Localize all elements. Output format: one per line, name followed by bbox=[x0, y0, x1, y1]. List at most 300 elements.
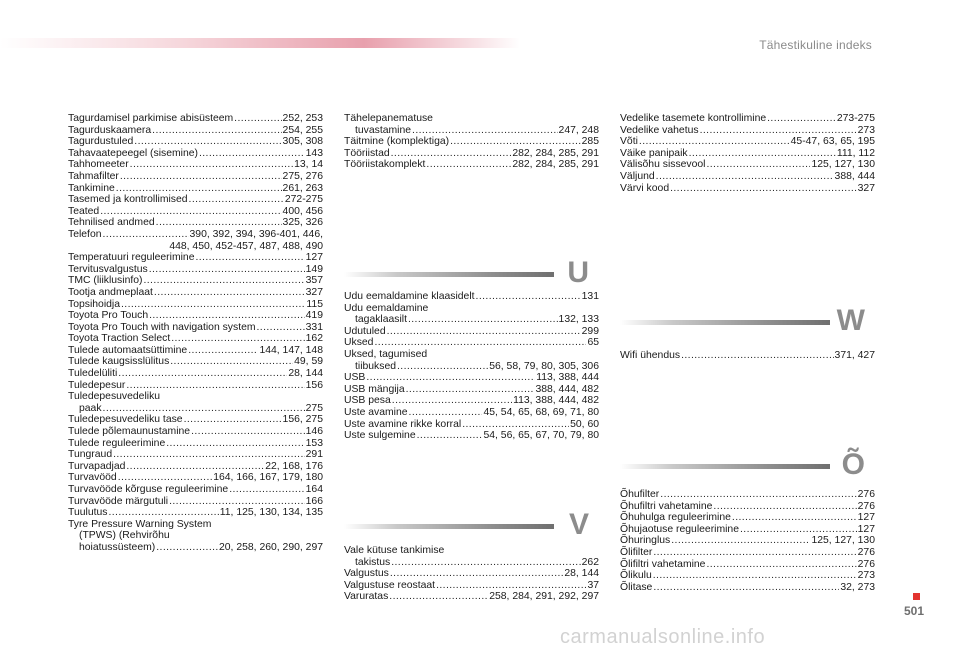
index-entry bbox=[620, 535, 875, 547]
index-term: Tuulutus bbox=[68, 507, 108, 519]
index-entry bbox=[68, 299, 323, 311]
index-entry-row bbox=[344, 361, 599, 373]
index-entry-row bbox=[620, 582, 875, 594]
page-refs: 276 bbox=[857, 558, 875, 570]
index-term: Valgustus bbox=[344, 568, 389, 580]
index-entry-row bbox=[620, 512, 875, 524]
index-term: tuvastamine bbox=[355, 124, 412, 136]
page-number: 501 bbox=[904, 604, 925, 618]
index-entry-row bbox=[620, 171, 875, 183]
page-refs: 131 bbox=[581, 291, 599, 302]
index-entry-row bbox=[68, 171, 323, 183]
index-entry-row bbox=[620, 136, 875, 148]
index-entry-lead: Uksed, tagumised bbox=[344, 348, 428, 360]
index-entry-row bbox=[68, 380, 323, 392]
index-entry-row bbox=[68, 275, 323, 287]
index-term: Tasemed ja kontrollimised bbox=[68, 194, 188, 206]
index-entry bbox=[68, 252, 323, 264]
index-entry bbox=[344, 326, 599, 338]
index-entry-row bbox=[620, 148, 875, 160]
index-entry-row bbox=[344, 291, 599, 303]
index-group-w bbox=[620, 350, 875, 362]
leader-dots bbox=[653, 547, 856, 559]
page-refs: 299 bbox=[581, 325, 599, 337]
index-term: Tuledepesuvedeliku tase bbox=[68, 414, 183, 426]
leader-dots bbox=[713, 501, 856, 513]
leader-dots bbox=[166, 438, 304, 450]
index-term: Toyota Pro Touch bbox=[68, 310, 149, 322]
index-entry-row bbox=[620, 570, 875, 582]
leader-dots bbox=[195, 252, 304, 264]
index-entry bbox=[68, 356, 323, 368]
leader-dots bbox=[391, 148, 512, 160]
index-term: Välisõhu sissevool bbox=[620, 159, 706, 171]
index-entry bbox=[620, 113, 875, 125]
leader-dots bbox=[426, 159, 511, 171]
index-entry bbox=[620, 148, 875, 160]
index-entry bbox=[68, 496, 323, 508]
index-term: Toyota Pro Touch with navigation system bbox=[68, 321, 256, 333]
index-entry-row bbox=[68, 229, 323, 241]
index-group-v bbox=[344, 545, 599, 603]
leader-dots bbox=[134, 136, 281, 148]
index-entry-row bbox=[68, 403, 323, 415]
index-entry bbox=[344, 136, 599, 148]
index-term: Tuledepesur bbox=[68, 379, 126, 391]
page-refs: 153 bbox=[305, 437, 323, 449]
index-entry bbox=[68, 449, 323, 461]
index-entry bbox=[68, 438, 323, 450]
index-entry bbox=[344, 568, 599, 580]
index-entry bbox=[344, 349, 599, 372]
index-term: USB bbox=[344, 372, 366, 384]
index-term: Turvapadjad bbox=[68, 460, 126, 472]
index-term: USB mängija bbox=[344, 383, 405, 395]
leader-dots bbox=[149, 310, 305, 322]
index-entry-row bbox=[344, 372, 599, 384]
leader-dots bbox=[706, 559, 856, 571]
page-refs: 115 bbox=[306, 298, 323, 310]
index-entry bbox=[68, 368, 323, 380]
index-term: Telefon bbox=[68, 228, 102, 240]
index-entry bbox=[620, 524, 875, 536]
page-refs: 357 bbox=[305, 275, 323, 287]
index-entry bbox=[344, 372, 599, 384]
leader-dots bbox=[706, 159, 810, 171]
leader-dots bbox=[409, 407, 483, 419]
page-refs: 50, 60 bbox=[570, 418, 599, 430]
page-refs: 261, 263 bbox=[282, 182, 323, 194]
letter-heading-u bbox=[344, 258, 599, 288]
index-entry bbox=[68, 472, 323, 484]
page-refs: 28, 144 bbox=[564, 568, 599, 580]
index-term: Tahavaatepeegel (sisemine) bbox=[68, 147, 198, 159]
page-refs: 11, 125, 130, 134, 135 bbox=[219, 507, 323, 519]
leader-dots bbox=[406, 384, 535, 396]
index-entry-row bbox=[68, 507, 323, 519]
page-refs: 113, 388, 444, 482 bbox=[513, 395, 599, 407]
index-term: Tulede põlemaunustamine bbox=[68, 426, 191, 438]
index-term: tiibuksed bbox=[355, 360, 397, 372]
page-refs: 331 bbox=[305, 321, 323, 333]
index-entry bbox=[620, 350, 875, 362]
index-entry bbox=[344, 395, 599, 407]
index-term: Õhufiltri vahetamine bbox=[620, 500, 713, 512]
index-entry bbox=[68, 148, 323, 160]
index-entry-row bbox=[344, 148, 599, 160]
index-entry-row bbox=[344, 159, 599, 171]
index-term: Väike panipaik bbox=[620, 147, 688, 159]
letter-heading-o bbox=[620, 450, 875, 480]
leader-dots bbox=[229, 484, 304, 496]
leader-dots bbox=[156, 217, 282, 229]
leader-dots bbox=[660, 489, 856, 501]
index-entry-lead: Udu eemaldamine bbox=[344, 302, 429, 314]
index-entry bbox=[620, 512, 875, 524]
index-term: Õhufilter bbox=[620, 489, 660, 500]
index-term: Õhuringlus bbox=[620, 535, 671, 547]
page-refs: 291 bbox=[305, 449, 323, 461]
index-group-t-cont bbox=[344, 113, 599, 171]
page-refs: 28, 144 bbox=[288, 368, 323, 380]
leader-dots bbox=[118, 472, 213, 484]
index-entry bbox=[344, 148, 599, 160]
leader-dots bbox=[120, 171, 282, 183]
page-refs: 49, 59 bbox=[294, 356, 323, 368]
watermark: carmanualsonline.info bbox=[560, 626, 766, 648]
page-refs: 164 bbox=[305, 484, 323, 495]
page-refs: 276 bbox=[857, 546, 875, 558]
index-entry-row bbox=[68, 368, 323, 380]
page-refs: 65 bbox=[587, 337, 599, 349]
index-entry bbox=[344, 419, 599, 431]
leader-dots bbox=[257, 322, 305, 334]
index-entry-row bbox=[68, 287, 323, 299]
leader-dots bbox=[103, 403, 305, 415]
index-entry-row bbox=[620, 159, 875, 171]
leader-dots bbox=[681, 350, 833, 362]
letter-heading-bar bbox=[620, 320, 830, 325]
page-refs: 390, 392, 394, 396-401, 446, bbox=[189, 228, 323, 240]
letter-v: V bbox=[568, 508, 589, 541]
page-refs: 32, 273 bbox=[840, 581, 875, 593]
index-entry bbox=[620, 547, 875, 559]
leader-dots bbox=[184, 414, 282, 426]
index-entry-row bbox=[344, 580, 599, 592]
leader-dots bbox=[189, 194, 284, 206]
index-entry bbox=[68, 217, 323, 229]
leader-dots bbox=[152, 125, 281, 137]
page-refs: 400, 456 bbox=[282, 205, 323, 217]
index-term: Õhuhulga reguleerimine bbox=[620, 512, 731, 524]
index-entry bbox=[620, 159, 875, 171]
leader-dots bbox=[149, 264, 305, 276]
page-refs: 143 bbox=[305, 147, 323, 159]
index-entry bbox=[68, 287, 323, 299]
index-term: Tulede kaugsisslülitus bbox=[68, 356, 170, 368]
index-entry-row bbox=[344, 430, 599, 442]
letter-heading-bar bbox=[620, 464, 830, 469]
index-entry-row bbox=[68, 449, 323, 461]
leader-dots bbox=[143, 275, 304, 287]
index-group-t bbox=[68, 113, 323, 554]
leader-dots bbox=[656, 171, 834, 183]
leader-dots bbox=[108, 507, 218, 519]
page-refs: 419 bbox=[305, 310, 323, 322]
letter-u: U bbox=[567, 256, 589, 289]
index-entry bbox=[344, 113, 599, 136]
index-entry-row bbox=[68, 217, 323, 229]
index-term: Värvi kood bbox=[620, 182, 670, 194]
leader-dots bbox=[653, 582, 839, 594]
index-entry-row bbox=[68, 159, 323, 171]
page-refs: 275, 276 bbox=[282, 170, 323, 182]
index-term: Wifi ühendus bbox=[620, 350, 681, 361]
leader-dots bbox=[732, 512, 857, 524]
index-entry-row bbox=[68, 183, 323, 195]
index-entry-row bbox=[68, 414, 323, 426]
index-entry-row bbox=[68, 438, 323, 450]
index-entry bbox=[620, 501, 875, 513]
page-refs: 132, 133 bbox=[558, 314, 599, 326]
leader-dots bbox=[234, 113, 281, 125]
index-term: Tuledelüliti bbox=[68, 368, 118, 380]
index-entry-row bbox=[68, 356, 323, 368]
index-entry bbox=[68, 507, 323, 519]
index-entry bbox=[68, 333, 323, 345]
index-entry-row bbox=[68, 148, 323, 160]
page-refs: 166 bbox=[305, 495, 323, 507]
index-entry bbox=[68, 183, 323, 195]
page-refs: 146 bbox=[305, 426, 323, 438]
index-entry-row bbox=[620, 524, 875, 536]
leader-dots bbox=[450, 136, 581, 148]
index-term: Võti bbox=[620, 136, 638, 148]
index-entry bbox=[344, 291, 599, 303]
index-entry bbox=[344, 303, 599, 326]
page-refs: 127 bbox=[305, 252, 323, 264]
index-entry-row bbox=[344, 125, 599, 137]
page-refs: 325, 326 bbox=[282, 217, 323, 229]
page-refs: 247, 248 bbox=[558, 124, 599, 136]
index-entry-row bbox=[68, 136, 323, 148]
index-term: Vedelike vahetus bbox=[620, 124, 699, 136]
page-refs: 144, 147, 148 bbox=[259, 344, 323, 356]
index-entry-row bbox=[68, 461, 323, 473]
index-entry-row bbox=[344, 407, 599, 419]
index-entry bbox=[68, 136, 323, 148]
index-term: Uste avamine rikke korral bbox=[344, 418, 462, 430]
leader-dots bbox=[417, 430, 483, 442]
leader-dots bbox=[199, 148, 305, 160]
page-refs: 45-47, 63, 65, 195 bbox=[790, 136, 875, 148]
index-entry-row bbox=[620, 489, 875, 501]
index-term: Tootja andmeplaat bbox=[68, 286, 153, 298]
index-entry-lead: Tähelepanematuse bbox=[344, 113, 433, 124]
index-term: Tulede automaatsüttimine bbox=[68, 344, 188, 356]
index-entry-row bbox=[68, 299, 323, 311]
leader-dots bbox=[116, 183, 282, 195]
index-term: Õlitase bbox=[620, 581, 653, 593]
leader-dots bbox=[191, 426, 305, 438]
leader-dots bbox=[462, 419, 569, 431]
index-entry-row bbox=[68, 194, 323, 206]
index-entry-row bbox=[68, 310, 323, 322]
leader-dots bbox=[700, 125, 857, 137]
leader-dots bbox=[156, 542, 218, 554]
page-refs: 125, 127, 130 bbox=[811, 159, 875, 171]
page-refs: 254, 255 bbox=[282, 124, 323, 136]
page-refs: 276 bbox=[857, 489, 875, 500]
index-entry bbox=[68, 391, 323, 414]
page-refs: 327 bbox=[857, 182, 875, 194]
index-group-o bbox=[620, 489, 875, 593]
page-refs: 305, 308 bbox=[282, 136, 323, 148]
index-term: Varuratas bbox=[344, 591, 389, 603]
leader-dots bbox=[740, 524, 857, 536]
index-entry bbox=[620, 559, 875, 571]
index-term: Tervitusvalgustus bbox=[68, 263, 148, 275]
index-term: Tulede reguleerimine bbox=[68, 437, 166, 449]
index-entry-row bbox=[68, 426, 323, 438]
index-term: Õlifiltri vahetamine bbox=[620, 558, 706, 570]
page-refs: 162 bbox=[305, 333, 323, 345]
page-refs: 37 bbox=[587, 579, 599, 591]
leader-dots bbox=[397, 361, 488, 373]
leader-dots bbox=[171, 333, 304, 345]
index-entry bbox=[344, 384, 599, 396]
leader-dots bbox=[169, 496, 305, 508]
index-term: Tahmafilter bbox=[68, 170, 119, 182]
index-entry bbox=[68, 345, 323, 357]
index-term: USB pesa bbox=[344, 395, 391, 407]
index-term: Turvavööde märgutuli bbox=[68, 495, 169, 507]
index-entry-row bbox=[620, 183, 875, 195]
index-entry-row bbox=[344, 384, 599, 396]
index-term: Väljund bbox=[620, 170, 655, 182]
index-term: Toyota Traction Select bbox=[68, 333, 171, 345]
index-term: Temperatuuri reguleerimine bbox=[68, 252, 195, 264]
index-entry bbox=[68, 484, 323, 496]
index-entry bbox=[68, 125, 323, 137]
index-entry-row bbox=[68, 484, 323, 496]
page-refs: 258, 284, 291, 292, 297 bbox=[489, 591, 599, 603]
index-entry-lead: Tyre Pressure Warning System bbox=[68, 518, 212, 530]
page-refs: 156, 275 bbox=[282, 414, 323, 426]
leader-dots bbox=[670, 183, 857, 195]
index-entry-row bbox=[620, 535, 875, 547]
index-entry bbox=[620, 136, 875, 148]
index-entry bbox=[68, 322, 323, 334]
index-term: Tagurduskaamera bbox=[68, 124, 152, 136]
index-entry bbox=[68, 194, 323, 206]
page-refs: 164, 166, 167, 179, 180 bbox=[213, 472, 323, 484]
page-refs: 327 bbox=[305, 286, 323, 298]
index-entry-lead: Tuledepesuvedeliku bbox=[68, 391, 161, 403]
page-refs: 54, 56, 65, 67, 70, 79, 80 bbox=[483, 430, 599, 442]
page-refs: 20, 258, 260, 290, 297 bbox=[219, 541, 323, 553]
leader-dots bbox=[100, 206, 281, 218]
index-entry bbox=[344, 159, 599, 171]
index-term: hoiatussüsteem) bbox=[79, 541, 156, 553]
leader-dots bbox=[390, 568, 563, 580]
index-entry bbox=[68, 275, 323, 287]
index-entry-row bbox=[344, 591, 599, 603]
index-entry bbox=[620, 570, 875, 582]
page-refs: 282, 284, 285, 291 bbox=[512, 147, 599, 159]
index-entry bbox=[68, 171, 323, 183]
index-entry bbox=[68, 113, 323, 125]
page-refs: 273 bbox=[857, 570, 875, 582]
page-refs: 285 bbox=[581, 136, 599, 148]
index-entry-row bbox=[68, 496, 323, 508]
index-term: Tankimine bbox=[68, 182, 115, 194]
page-refs: 282, 284, 285, 291 bbox=[512, 159, 599, 171]
page-marker bbox=[913, 593, 920, 600]
page-refs: 273-275 bbox=[836, 113, 875, 124]
index-entry-row bbox=[68, 252, 323, 264]
leader-dots bbox=[374, 337, 586, 349]
leader-dots bbox=[170, 356, 293, 368]
page-refs: 45, 54, 65, 68, 69, 71, 80 bbox=[483, 406, 599, 418]
index-entry bbox=[620, 171, 875, 183]
index-term: TMC (liiklusinfo) bbox=[68, 275, 143, 287]
index-term: Teated bbox=[68, 205, 100, 217]
leader-dots bbox=[130, 159, 293, 171]
index-term: Õhujaotuse reguleerimine bbox=[620, 523, 739, 535]
leader-dots bbox=[436, 580, 586, 592]
page-refs: 156 bbox=[305, 379, 323, 391]
leader-dots bbox=[188, 345, 258, 357]
page-refs: 276 bbox=[857, 500, 875, 512]
index-entry-row bbox=[68, 264, 323, 276]
leader-dots bbox=[126, 461, 264, 473]
index-entry-row bbox=[68, 472, 323, 484]
index-term: Tööriistad bbox=[344, 147, 390, 159]
index-term: Topsihoidja bbox=[68, 298, 120, 310]
index-entry-row bbox=[620, 547, 875, 559]
leader-dots bbox=[366, 372, 535, 384]
index-term: Tööriistakomplekt bbox=[344, 159, 426, 171]
index-entry bbox=[344, 580, 599, 592]
leader-dots bbox=[121, 299, 305, 311]
page-refs: 273 bbox=[857, 124, 875, 136]
index-entry bbox=[344, 545, 599, 568]
leader-dots bbox=[639, 136, 790, 148]
index-entry-row bbox=[68, 542, 323, 554]
index-term: Tagurdustuled bbox=[68, 136, 134, 148]
leader-dots bbox=[767, 113, 836, 125]
index-entry-row bbox=[68, 345, 323, 357]
index-term: Õlifilter bbox=[620, 546, 653, 558]
index-entry-row bbox=[344, 419, 599, 431]
index-entry bbox=[620, 125, 875, 137]
leader-dots bbox=[476, 291, 581, 303]
page-refs-continued: 448, 450, 452-457, 487, 488, 490 bbox=[169, 240, 323, 252]
index-term: Turvavööd bbox=[68, 472, 117, 484]
index-entry bbox=[620, 183, 875, 195]
index-entry bbox=[344, 407, 599, 419]
index-term: Täitmine (komplektiga) bbox=[344, 136, 450, 148]
page-refs: 127 bbox=[857, 512, 875, 524]
index-term: Tahhomeeter bbox=[68, 159, 129, 171]
page-refs: 113, 388, 444 bbox=[536, 372, 599, 384]
index-entry bbox=[68, 426, 323, 438]
index-entry bbox=[68, 206, 323, 218]
index-entry-row bbox=[620, 501, 875, 513]
index-term: tagaklaasilt bbox=[355, 314, 407, 326]
index-entry-row bbox=[68, 206, 323, 218]
